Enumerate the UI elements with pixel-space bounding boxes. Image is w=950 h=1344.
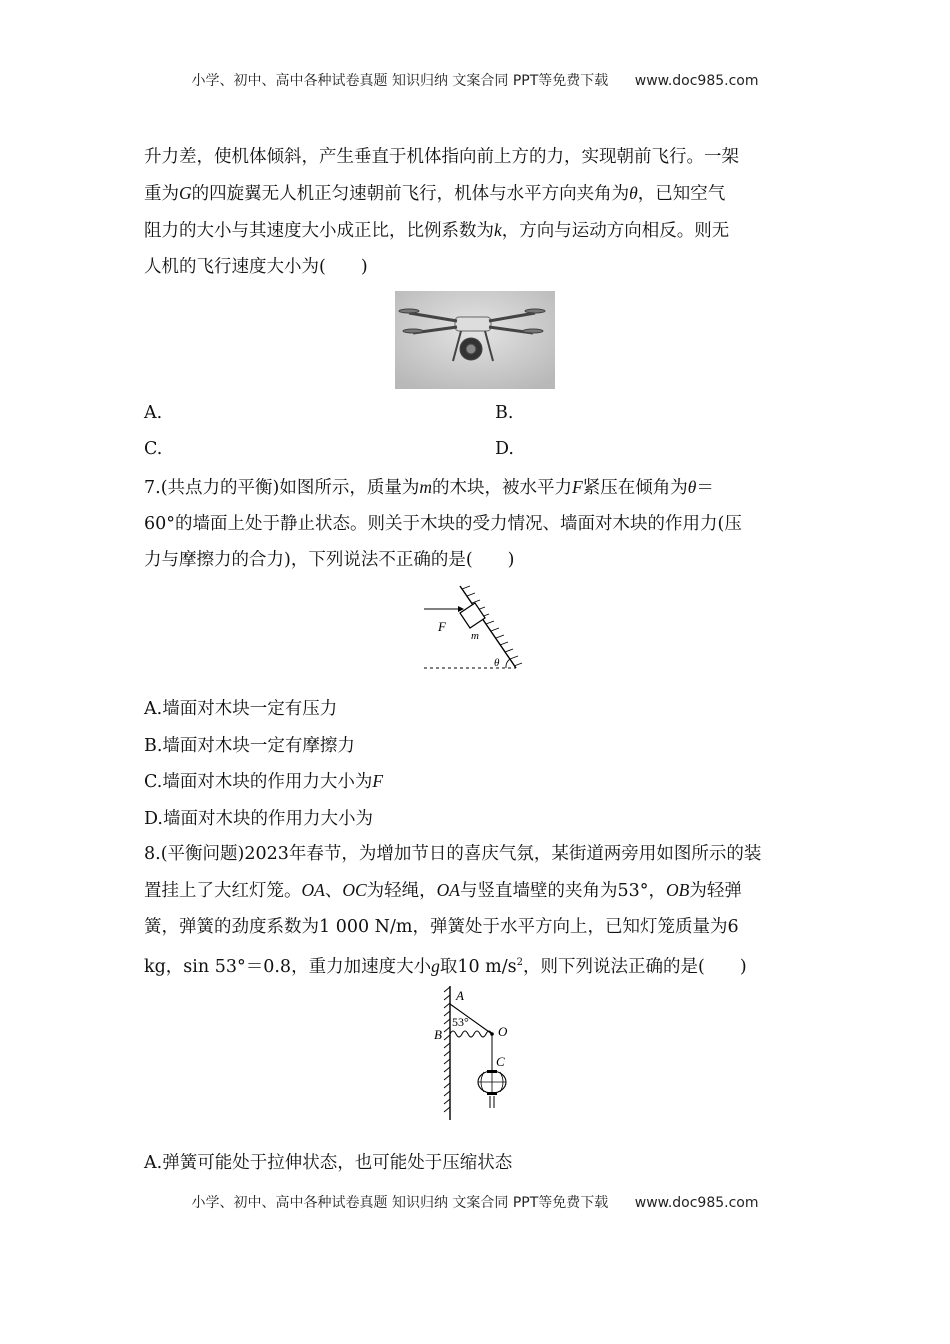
q8-paragraph: [144, 836, 812, 985]
q8-fig-label-O: O: [498, 1024, 508, 1039]
q7-fig-label-m: m: [471, 630, 479, 642]
page-footer: [0, 1192, 950, 1212]
q8-fig-label-B: B: [434, 1027, 442, 1042]
footer-site[interactable]: www.doc985.com: [634, 1195, 759, 1211]
q6-line2: 重为G的四旋翼无人机正匀速朝前飞行，机体与水平方向夹角为θ，已知空气: [144, 183, 726, 204]
q6-line4: 人机的飞行速度大小为( ): [144, 257, 368, 277]
q6-paragraph: [144, 139, 812, 285]
q8-line2: 置挂上了大红灯笼。OA、OC为轻绳，OA与竖直墙壁的夹角为53°，OB为轻弹: [144, 880, 742, 901]
q7-line2: 60°的墙面上处于静止状态。则关于木块的受力情况、墙面对木块的作用力(压: [144, 514, 742, 534]
q7-option-d[interactable]: D.墙面对木块的作用力大小为: [144, 809, 373, 829]
q6-option-b[interactable]: B.: [495, 403, 514, 423]
header-site[interactable]: www.doc985.com: [634, 73, 759, 89]
header-text: 小学、初中、高中各种试卷真题 知识归纳 文案合同 PPT等免费下载: [191, 73, 609, 89]
q6-option-a[interactable]: A.: [144, 403, 163, 423]
q7-option-c[interactable]: C.墙面对木块的作用力大小为F: [144, 771, 384, 792]
q8-line4: kg，sin 53°＝0.8，重力加速度大小g取10 $m/s^2$，则下列说法正确的是( ): [144, 955, 747, 977]
q7-option-b[interactable]: B.墙面对木块一定有摩擦力: [144, 736, 355, 756]
q8-fig-label-A: A: [456, 988, 464, 1003]
q7-line1: 7.(共点力的平衡)如图所示，质量为m的木块，被水平力F紧压在倾角为θ＝: [144, 477, 714, 498]
q8-fig-label-C: C: [496, 1054, 505, 1069]
q6-line3: 阻力的大小与其速度大小成正比，比例系数为k，方向与运动方向相反。则无: [144, 220, 730, 241]
q7-fig-label-F: F: [438, 619, 446, 634]
q7-fig-label-theta: θ: [494, 657, 500, 669]
q8-line1: 8.(平衡问题)2023年春节，为增加节日的喜庆气氛，某街道两旁用如图所示的装: [144, 844, 762, 864]
q6-line1: 升力差，使机体倾斜，产生垂直于机体指向前上方的力，实现朝前飞行。一架: [144, 147, 739, 167]
q7-paragraph: [144, 469, 812, 578]
q7-option-a[interactable]: A.墙面对木块一定有压力: [144, 699, 338, 719]
q8-line3: 簧，弹簧的劲度系数为1 000 N/m，弹簧处于水平方向上，已知灯笼质量为6: [144, 917, 739, 937]
q6-option-d[interactable]: D.: [495, 439, 514, 459]
q6-option-c[interactable]: C.: [144, 439, 163, 459]
footer-text: 小学、初中、高中各种试卷真题 知识归纳 文案合同 PPT等免费下载: [191, 1195, 609, 1211]
page-header: [0, 70, 950, 90]
q8-fig-label-angle: 53°: [452, 1015, 469, 1029]
drone-photo: [395, 291, 555, 389]
q8-figure: [428, 984, 528, 1122]
q8-option-a[interactable]: A.弹簧可能处于拉伸状态，也可能处于压缩状态: [144, 1153, 513, 1173]
q7-figure: [420, 582, 530, 674]
q7-line3: 力与摩擦力的合力)，下列说法不正确的是( ): [144, 550, 515, 570]
